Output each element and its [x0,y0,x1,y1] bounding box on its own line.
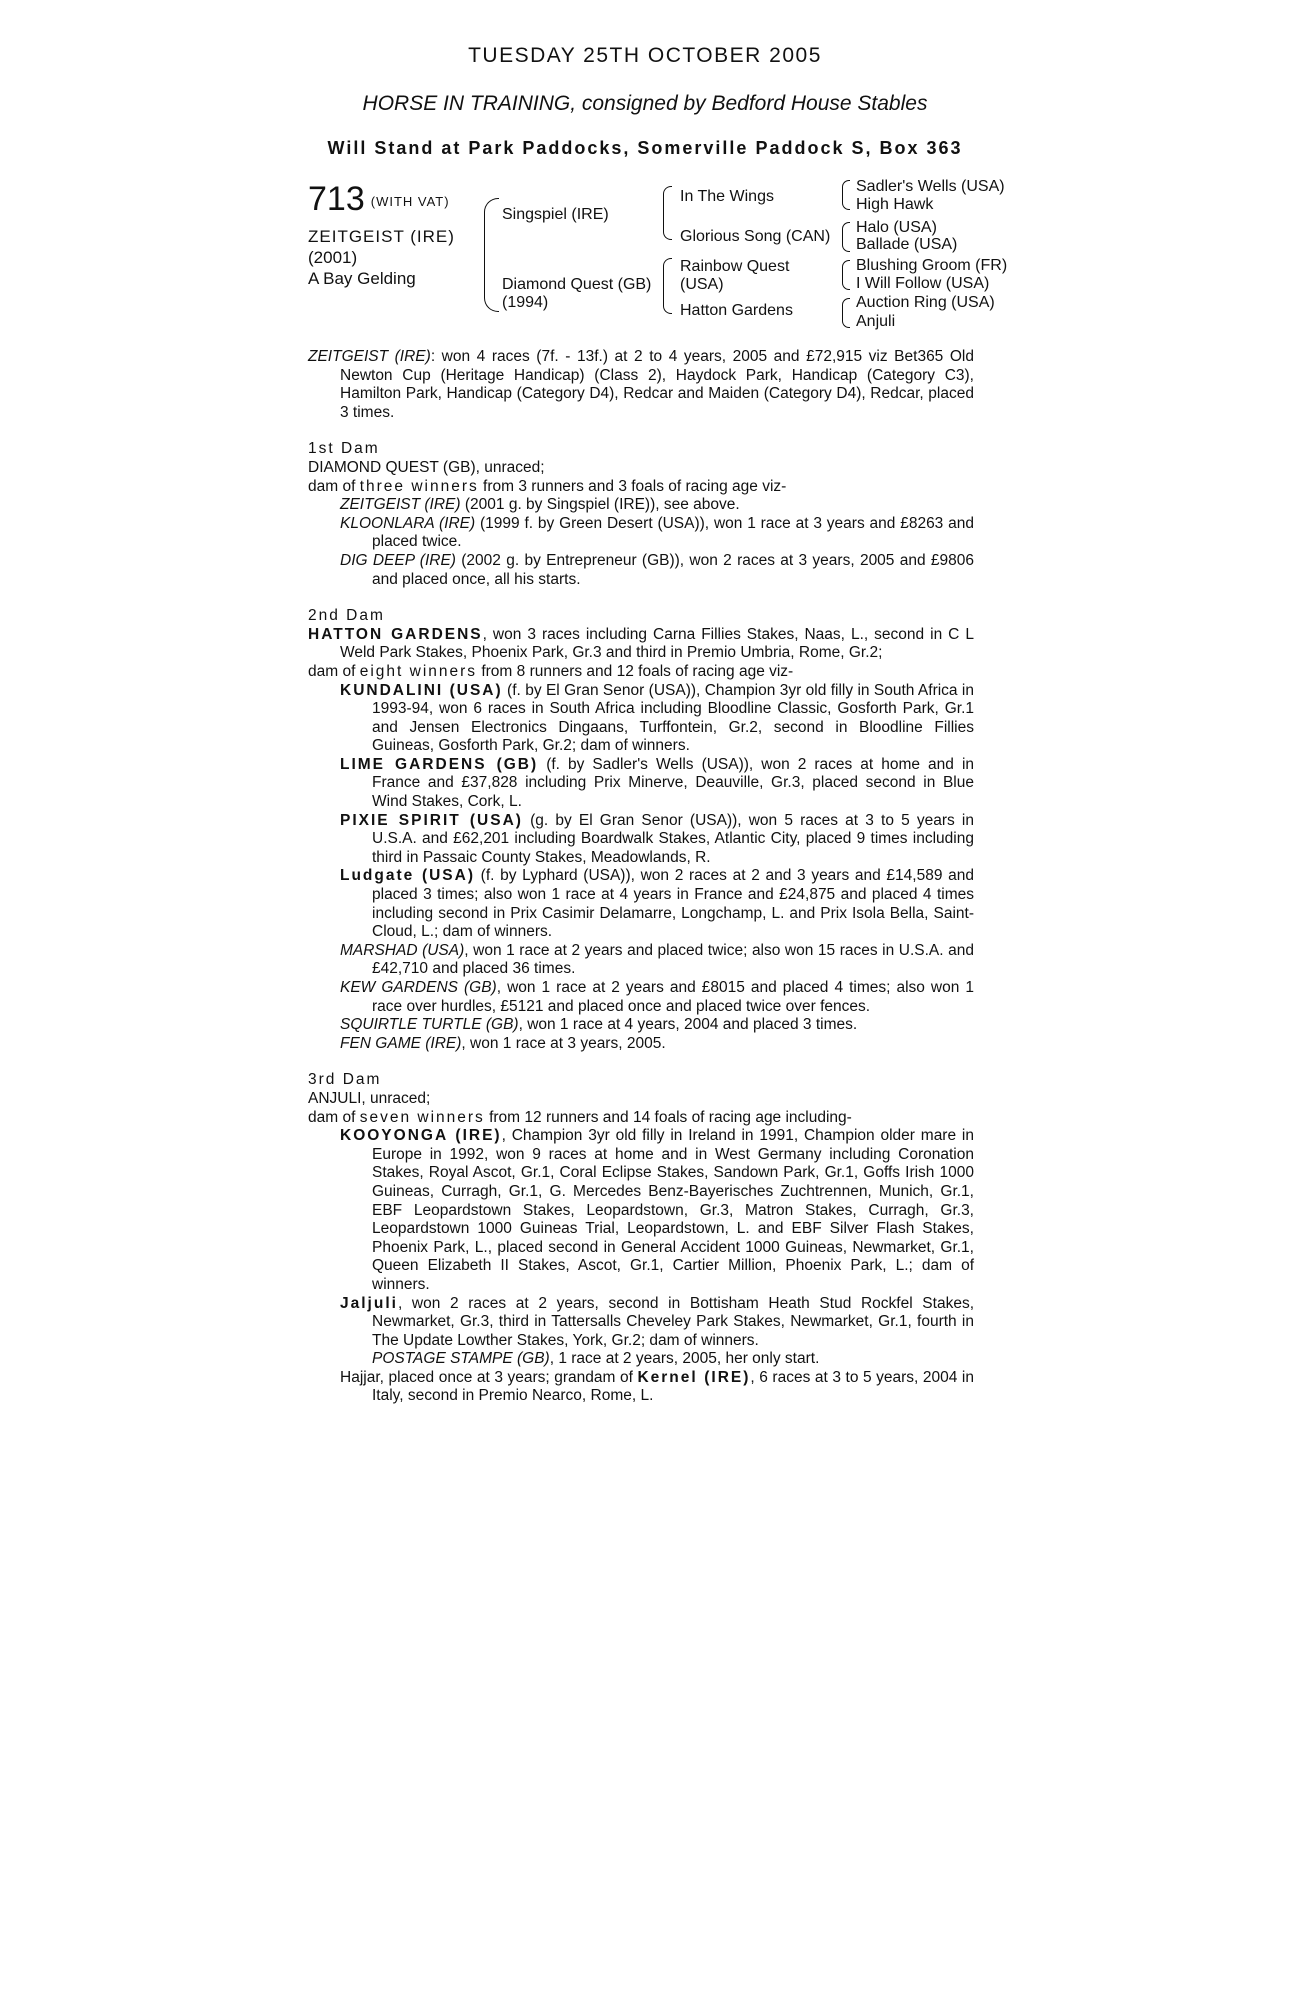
dam3-line2 [308,1109,974,1128]
dam2-heading: 2nd Dam [308,607,385,625]
brace-ggp-1 [842,180,850,210]
produce-name: KEW GARDENS (GB) [340,979,497,996]
horse-year: (2001) [308,248,358,267]
hajjar-text-c: , 6 races at 3 to 5 years, 2004 in Italy, second in Premio Nearco, Rome, L. [372,1368,974,1405]
dam2-produce [308,682,974,756]
pedigree-dam-dam: Hatton Gardens [680,302,793,319]
produce-text: (2002 g. by Entrepreneur (GB)), won 2 races at 3 years, 2005 and £9806 and placed once, all his starts. [372,551,975,588]
produce-text: , Champion 3yr old filly in Ireland in 1991, Champion older mare in Europe in 1992, won 9 races at home and in West Germany including Coronation Stakes, Royal Ascot, Gr.1, Coral Eclipse Stakes, Sandown Park, Gr.1, Goffs Irish 1000 Guineas, Curragh, Gr.1, G. Mercedes Benz-Bayerisches Zuchtrennen, Munich, Gr.1, EBF Leopardstown Stakes, Leopardstown, Gr.3, Matron Stakes, Curragh, Gr.3, Leopardstown 1000 Guineas Trial, Leopardstown, L. and EBF Silver Flash Stakes, Phoenix Park, L., placed second in General Accident 1000 Guineas, Newmarket, Gr.1, Queen Elizabeth II Stakes, Ascot, Gr.1, Cartier Million, Phoenix Park, L.; dam of winners. [372,1127,974,1293]
pedigree-sire: Singspiel (IRE) [502,206,609,223]
dam2-name: HATTON GARDENS [308,625,483,643]
consignment-line: HORSE IN TRAINING, consigned by Bedford House Stables [362,92,928,115]
produce-text: , won 1 race at 3 years, 2005. [461,1034,666,1052]
dam1-produce [308,496,974,515]
dam2-line2-c: from 8 runners and 12 foals of racing age viz- [477,662,794,680]
dam1-line1: DIAMOND QUEST (GB), unraced; [308,458,545,476]
pedigree-dam: Diamond Quest (GB) [502,276,652,293]
record-text: : won 4 races (7f. - 13f.) at 2 to 4 years, 2005 and £72,915 viz Bet365 Old Newton Cup (Heritage Handicap) (Class 2), Haydock Park, Handicap (Category C3), Hamilton Park, Handicap (Category D4), Redcar and Maiden (Category D4), Redcar, placed 3 times. [340,348,974,421]
pedigree-ggp-6: I Will Follow (USA) [856,275,990,292]
brace-ggp-4 [842,298,850,328]
lot-number-value: 713 [308,180,365,218]
pedigree-ggp-4: Ballade (USA) [856,236,958,253]
produce-name: Jaljuli [340,1294,398,1312]
brace-sire-dam [484,198,499,312]
dam2-produce [308,979,974,1016]
dam3-winners: seven winners [359,1108,485,1126]
brace-sire-parents [663,186,672,240]
produce-name: POSTAGE STAMPE (GB) [372,1350,550,1368]
vat-note: (WITH VAT) [370,194,450,209]
race-record [308,348,974,422]
produce-text: (2001 g. by Singspiel (IRE)), see above. [460,496,740,514]
horse-identity [308,226,455,289]
produce-name: KLOONLARA (IRE) [340,514,476,532]
dam2-line2 [308,663,974,682]
hajjar-grandson: Kernel (IRE) [637,1368,751,1386]
produce-name: ZEITGEIST (IRE) [340,496,461,514]
produce-name: FEN GAME (IRE) [340,1034,462,1052]
dam2-produce [308,867,974,941]
produce-name: PIXIE SPIRIT (USA) [340,811,523,829]
pedigree-dam-sire-country: (USA) [680,276,724,293]
pedigree-sire-dam: Glorious Song (CAN) [680,228,831,245]
produce-text: (f. by El Gran Senor (USA)), Champion 3yr old filly in South Africa in 1993-94, won 6 races in South Africa including Bloodline Classic, Gosforth Park, Gr.1 and Jensen Electronics Dingaans, Turffontein, Gr.2, second in Bloodline Fillies Guineas, Gosforth Park, Gr.2; dam of winners. [372,681,974,755]
pedigree-dam-year: (1994) [502,294,549,311]
dam2-line2-a: dam of [308,662,360,680]
pedigree-sire-sire: In The Wings [680,188,774,205]
dam3-heading: 3rd Dam [308,1071,382,1089]
produce-name: DIG DEEP (IRE) [340,551,456,569]
dam1-heading: 1st Dam [308,440,380,458]
brace-dam-parents [663,258,672,314]
dam1-produce [308,515,974,552]
dam2-produce [308,942,974,979]
pedigree-dam-sire: Rainbow Quest [680,258,790,275]
dam1-produce [308,552,974,589]
dam2-winners: eight winners [359,662,478,680]
record-horse-name: ZEITGEIST (IRE) [308,348,431,365]
pedigree-ggp-5: Blushing Groom (FR) [856,257,1008,274]
dam1-line2 [308,478,974,497]
dam2-produce [308,812,974,868]
horse-description: A Bay Gelding [308,269,416,288]
produce-text: , 1 race at 2 years, 2005, her only start. [549,1350,820,1368]
lot-number [308,180,450,219]
pedigree-ggp-8: Anjuli [856,313,896,330]
produce-name: MARSHAD (USA) [340,941,465,959]
produce-name: KUNDALINI (USA) [340,681,503,699]
dam1-line2-c: from 3 runners and 3 foals of racing age viz- [478,477,787,495]
dam2-produce [308,1035,974,1054]
produce-text: (g. by El Gran Senor (USA)), won 5 races at 3 to 5 years in U.S.A. and £62,201 including Boardwalk Stakes, Atlantic City, placed 9 times including third in Passaic County Stakes, Meadowlands, R. [372,811,974,866]
pedigree-ggp-2: High Hawk [856,196,934,213]
dam2-record: , won 3 races including Carna Fillies Stakes, Naas, L., second in C L Weld Park Stakes, Phoenix Park, Gr.3 and third in Premio Umbria, Rome, Gr.2; [340,625,974,662]
produce-text: , won 1 race at 2 years and placed twice; also won 15 races in U.S.A. and £42,710 and placed 36 times. [372,941,974,978]
dam1-winners: three winners [359,477,479,495]
catalogue-text [308,348,974,1406]
produce-text: (1999 f. by Green Desert (USA)), won 1 race at 3 years and £8263 and placed twice. [372,514,974,551]
dam3-produce-hajjar [308,1369,974,1406]
produce-text: , won 1 race at 2 years and £8015 and placed 4 times; also won 1 race over hurdles, £5121 and placed once and placed twice over fences. [372,979,974,1015]
hajjar-text-a: Hajjar, placed once at 3 years; grandam of [340,1368,638,1386]
brace-ggp-2 [842,222,850,252]
produce-text: , won 1 race at 4 years, 2004 and placed 3 times. [518,1016,858,1034]
dam3-produce [308,1127,974,1294]
horse-name: ZEITGEIST (IRE) [308,227,455,246]
produce-name: LIME GARDENS (GB) [340,755,539,773]
dam3-line1: ANJULI, unraced; [308,1089,431,1107]
produce-text: (f. by Sadler's Wells (USA)), won 2 races at home and in France and £37,828 including Prix Minerve, Deauville, Gr.3, placed second in Blue Wind Stakes, Cork, L. [372,755,975,811]
pedigree-ggp-3: Halo (USA) [856,219,937,236]
dam1-line2-a: dam of [308,477,360,495]
stand-location: Will Stand at Park Paddocks, Somerville Paddock S, Box 363 [327,138,963,158]
dam2-produce [308,1016,974,1035]
dam3-line2-a: dam of [308,1108,360,1126]
produce-text: (f. by Lyphard (USA)), won 2 races at 2 and 3 years and £14,589 and placed 3 times; also won 1 race at 4 years in France and £24,875 and placed 4 times including second in Prix Casimir Delamarre, Longchamp, L. and Prix Isola Bella, Saint-Cloud, L.; dam of winners. [372,867,974,941]
produce-name: Ludgate (USA) [340,867,475,885]
pedigree-ggp-1: Sadler's Wells (USA) [856,178,1005,195]
dam2-produce [308,756,974,812]
dam3-line2-c: from 12 runners and 14 foals of racing age including- [484,1108,852,1126]
dam3-produce [308,1295,974,1351]
produce-text: , won 2 races at 2 years, second in Bottisham Heath Stud Rockfel Stakes, Newmarket, Gr.3, third in Tattersalls Cheveley Park Stakes, Newmarket, Gr.1, fourth in The Update Lowther Stakes, York, Gr.2; dam of winners. [372,1294,974,1349]
pedigree-ggp-7: Auction Ring (USA) [856,294,995,311]
brace-ggp-3 [842,260,850,290]
produce-name: KOOYONGA (IRE) [340,1127,502,1145]
dam3-grandproduce [308,1350,974,1369]
produce-name: SQUIRTLE TURTLE (GB) [340,1016,519,1034]
sale-date: TUESDAY 25TH OCTOBER 2005 [468,44,822,67]
dam2-line1 [308,626,974,663]
